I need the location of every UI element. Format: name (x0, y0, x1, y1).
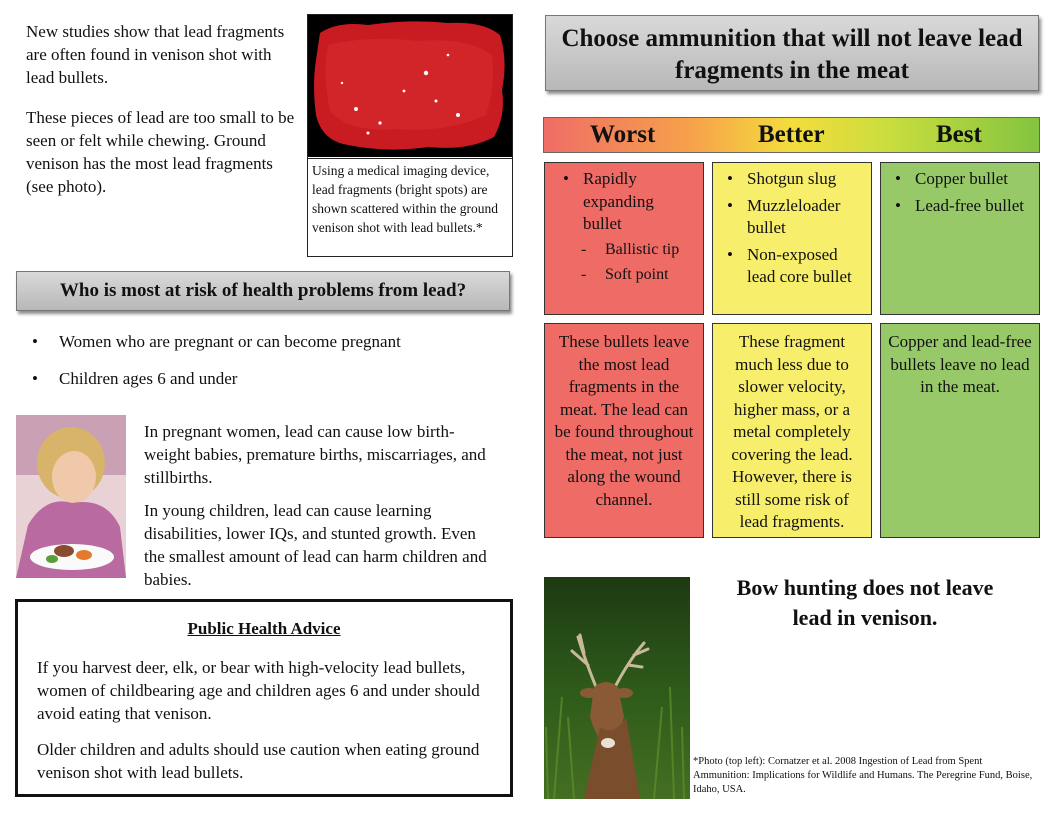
bullet-icon: • (32, 369, 38, 388)
bullet-icon: • (727, 244, 733, 264)
best-bullet-types (880, 162, 1040, 315)
better-item: • Muzzleloader bullet (727, 195, 841, 237)
xray-photo-box (307, 14, 513, 257)
bullet-icon: • (727, 169, 733, 188)
intro-text (26, 20, 296, 215)
risk-list (30, 330, 500, 404)
best-item: • Lead-free bullet (891, 195, 1035, 218)
better-description: These fragment much less due to slower velocity, higher mass, or a metal completely covering the lead. However, there is still some risk of lead fragments. (712, 323, 872, 538)
risk-item: • Children ages 6 and under (32, 369, 238, 388)
advice-paragraph-2: Older children and adults should use caution when eating ground venison shot with lead bullets. (37, 740, 480, 782)
deer-photo (544, 577, 690, 799)
scale-worst-label: Worst (590, 121, 656, 148)
bullet-icon: • (895, 169, 901, 188)
ct-scan-image (308, 15, 512, 157)
bullet-icon: • (563, 169, 569, 188)
health-effects-text (144, 420, 499, 601)
bullet-icon: • (727, 195, 733, 215)
bullet-icon: • (895, 195, 901, 215)
dash-icon: - (581, 266, 587, 283)
bow-hunting-note: Bow hunting does not leave lead in venison. (736, 575, 994, 630)
worst-description: These bullets leave the most lead fragments in the meat. The lead can be found throughout the meat, not just along the wound channel. (544, 323, 704, 538)
advice-body (37, 656, 497, 797)
pregnancy-effects: In pregnant women, lead can cause low birth-weight babies, premature births, miscarriages, and stillbirths. (144, 422, 486, 487)
better-item: • Shotgun slug (723, 168, 867, 191)
better-item: • Non-exposed lead core bullet (727, 244, 852, 286)
best-description: Copper and lead-free bullets leave no lead in the meat. (880, 323, 1040, 538)
child-eating-photo (16, 415, 126, 578)
worst-subitem: - Ballistic tip (581, 239, 695, 262)
ammunition-heading: Choose ammunition that will not leave lead fragments in the meat (545, 15, 1039, 91)
scale-better-label: Better (758, 121, 825, 148)
children-effects: In young children, lead can cause learning disabilities, lower IQs, and stunted growth. Even the smallest amount of lead can harm children and babies. (144, 501, 487, 589)
public-health-advice-box (15, 599, 513, 797)
best-item: • Copper bullet (891, 168, 1035, 191)
worst-bullet-types (544, 162, 704, 315)
worst-item: • Rapidly expanding bullet (563, 169, 654, 233)
bullet-icon: • (32, 332, 38, 351)
worst-subitem: - Soft point (581, 264, 695, 287)
risk-item: • Women who are pregnant or can become pregnant (32, 332, 401, 351)
risk-heading: Who is most at risk of health problems from lead? (16, 271, 510, 311)
advice-paragraph-1: If you harvest deer, elk, or bear with high-velocity lead bullets, women of childbearing age and children ages 6 and under should avoid eating that venison. (37, 658, 480, 723)
better-bullet-types (712, 162, 872, 315)
rating-scale-bar (543, 117, 1040, 153)
advice-title: Public Health Advice (187, 619, 341, 638)
intro-paragraph-2: These pieces of lead are too small to be seen or felt while chewing. Ground venison has the most lead fragments (see photo). (26, 108, 295, 196)
dash-icon: - (581, 240, 587, 258)
scale-best-label: Best (936, 121, 982, 148)
intro-paragraph-1: New studies show that lead fragments are often found in venison shot with lead bullets. (26, 22, 285, 87)
xray-caption: Using a medical imaging device, lead fragments (bright spots) are shown scattered within the ground venison shot with lead bullets.* (308, 158, 512, 239)
photo-credit: *Photo (top left): Cornatzer et al. 2008 Ingestion of Lead from Spent Ammunition: Implications for Wildlife and Humans. The Peregrine Fund, Boise, Idaho, USA. (693, 756, 1033, 795)
